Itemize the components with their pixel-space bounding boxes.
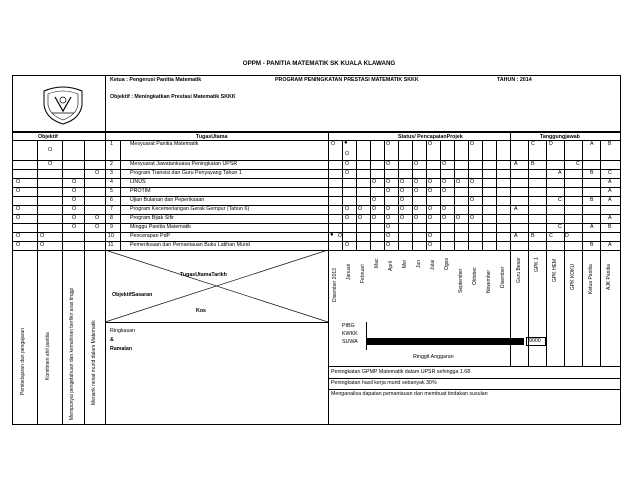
kos-label: Kos [196,308,207,314]
col-objektif: Objektif [38,134,58,140]
ketua-label: Ketua : Pengerusi Panitia Matematik [110,77,202,83]
task-name: Mesyuarat Panitia Matematik [130,141,199,147]
responsible-mark: D [549,141,553,147]
status-mark: O [400,206,405,212]
task-name: Minggu Panitia Matematik [130,224,191,230]
status-mark: O [456,215,461,221]
year-label: TAHUN : 2014 [497,77,532,83]
status-mark: O [428,141,433,147]
status-mark: O [386,233,391,239]
responsible-mark: B [608,224,612,230]
status-mark: O [470,141,475,147]
responsible-mark: B [590,170,594,176]
month-label: September [458,268,464,293]
task-num: 2 [110,161,113,167]
status-mark: O [358,206,363,212]
program-title: PROGRAM PENINGKATAN PRESTASI MATEMATIK SKKK [275,77,419,83]
status-mark: O [345,161,350,167]
status-mark: O [414,206,419,212]
status-mark: O [428,233,433,239]
task-num: 5 [110,188,113,194]
objective-mark: O [16,206,21,212]
responsible-label: AJK Panitia [606,264,612,290]
objective-mark: O [72,206,77,212]
task-name: LINUS [130,179,146,185]
responsible-mark: A [558,170,562,176]
objective-mark: O [72,188,77,194]
status-mark: O [358,215,363,221]
month-label: April [388,260,394,271]
responsible-mark: C [558,224,562,230]
status-mark: O [470,215,475,221]
responsible-label: Guru Besar [516,257,522,283]
tugas-tarikh-label: TugasUtamaTarikh [180,272,227,278]
task-num: 1 [110,141,113,147]
objective-mark: O [48,147,53,153]
responsible-label: GPK 1 [534,257,540,272]
month-label: Februari [360,264,366,283]
responsible-label: GPK KOKU [570,263,576,290]
diagram-diagonals [105,250,328,322]
status-mark: O [442,179,447,185]
task-num: 4 [110,179,113,185]
task-name: Mesyuarat Jawatankuasa Peningkatan UPSR [130,161,238,167]
objective-mark: O [95,224,100,230]
objective-vertical-label: Menarik minat murid dalam Matematik [91,320,97,405]
status-mark: O [386,188,391,194]
objective-mark: O [16,179,21,185]
status-mark: O [331,141,336,147]
status-mark: O [372,206,377,212]
responsible-mark: A [608,188,612,194]
status-mark: O [400,179,405,185]
status-mark: O [372,215,377,221]
month-label: Januari [346,263,352,280]
responsible-mark: B [590,242,594,248]
task-num: 9 [110,224,113,230]
status-mark: O [428,242,433,248]
objective-mark: O [40,233,45,239]
school-crest-logo [40,85,86,125]
objective-mark: O [40,242,45,248]
objective-mark: O [48,161,53,167]
month-label: Julai [430,259,436,270]
objective-vertical-label: Pembelajaran dan pengajaran [20,328,26,395]
status-mark: O [372,179,377,185]
month-label: Ogos [444,258,450,270]
budget-label-suwa: SUWA [342,339,358,345]
task-name: Program Transisi dan Guru Penyayang Tahun 1 [130,170,242,176]
status-mark: O [400,188,405,194]
status-mark: O [456,179,461,185]
budget-value: 9000 [529,338,541,344]
objective-mark: O [16,215,21,221]
responsible-mark: C [549,233,553,239]
objective-mark: O [72,215,77,221]
task-num: 7 [110,206,113,212]
responsible-mark: B [531,233,535,239]
status-mark: O [345,242,350,248]
month-label: Mac [374,258,380,268]
status-mark: O [400,197,405,203]
budget-label-pibg: PIBG [342,323,355,329]
task-name: Program Bijak Sifir [130,215,174,221]
month-label: Disember [500,266,506,288]
status-mark: O [428,206,433,212]
status-mark: O [414,188,419,194]
status-mark: O [345,206,350,212]
responsible-mark: A [608,197,612,203]
status-mark: O [386,242,391,248]
task-num: 6 [110,197,113,203]
status-mark: O [442,215,447,221]
task-num: 8 [110,215,113,221]
status-mark: O [442,161,447,167]
col-tanggungjawab: Tanggungjawab [540,134,580,140]
responsible-mark: A [514,206,518,212]
task-name: Pemeriksaan dan Pemantauan Buku Latihan Murid [130,242,250,248]
budget-caption: Ringgit Anggaran [413,354,454,360]
objective-mark: O [95,170,100,176]
month-label: Mei [402,259,408,268]
responsible-mark: A [608,179,612,185]
objective-label: Objektif : Meningkatkan Prestasi Matematik SKKK [110,94,236,100]
responsible-mark: B [590,197,594,203]
responsible-mark: C [531,141,535,147]
status-mark: O [414,215,419,221]
task-name: Program Kecemerlangan Gerak Gempur (Tahun 6) [130,206,250,212]
responsible-label: Ketua Panitia [588,264,594,294]
responsible-mark: A [608,242,612,248]
budget-label-kwkk: KWKK [342,331,358,337]
status-mark: O [345,151,350,157]
col-tugas-utama: TugasUtama [196,134,228,140]
status-mark: O [428,188,433,194]
responsible-label: GPK HEM [552,258,558,282]
responsible-mark: A [514,233,518,239]
ramalan-label: Ramalan [110,346,133,352]
status-mark: O [428,215,433,221]
status-mark: O [414,179,419,185]
objective-mark: O [95,215,100,221]
objective-mark: O [16,242,21,248]
task-name: Ujian Bulanan dan Peperiksaan [130,197,205,203]
status-mark: O [400,215,405,221]
status-mark: O [442,206,447,212]
responsible-mark: C [576,161,580,167]
objective-mark: O [72,224,77,230]
status-mark: O [470,197,475,203]
responsible-mark: C [608,170,612,176]
page-title: OPPM - PANITIA MATEMATIK SK KUALA KLAWANG [242,60,396,67]
status-mark: O [414,161,419,167]
objective-mark: O [16,188,21,194]
month-label: Jun [416,259,422,268]
col-status: Status/ PencapaianProjek [398,134,463,140]
status-dot: ● [330,232,334,238]
objective-vertical-label: Mempunyai pengetahuan dan kemahiran berfikir aras tinggi [69,288,75,420]
status-mark: O [386,215,391,221]
task-num: 3 [110,170,113,176]
responsible-mark: B [608,141,612,147]
status-mark: O [386,206,391,212]
responsible-mark: A [590,141,594,147]
budget-bar [366,338,524,345]
objective-mark: O [72,179,77,185]
responsible-mark: C [558,197,562,203]
status-mark: O [428,179,433,185]
responsible-mark: A [608,215,612,221]
status-mark: O [386,179,391,185]
status-mark: O [470,179,475,185]
responsible-mark: D [565,233,569,239]
status-mark: O [386,224,391,230]
task-name: PROTIM [130,188,151,194]
status-mark: O [338,233,343,239]
responsible-mark: A [590,224,594,230]
status-dot: ● [344,140,348,146]
status-mark: O [372,197,377,203]
ringkasan-label: Ringkasan [110,328,136,334]
objective-mark: O [72,197,77,203]
status-mark: O [386,161,391,167]
task-num: 11 [108,242,114,248]
objective-mark: O [16,233,21,239]
status-mark: O [345,170,350,176]
task-num: 10 [108,233,114,239]
month-label: November [486,269,492,293]
objektif-sasaran-label: ObjektifSasaran [112,292,153,298]
status-mark: O [345,215,350,221]
target-item: Menganalisa dapatan pemantauan dan membuat tindakan susulan [331,391,488,397]
status-mark: O [442,188,447,194]
responsible-mark: B [531,161,535,167]
ampersand-label: & [110,337,114,343]
task-name: Pencerapan PdP [130,233,171,239]
target-item: Peningkatan hasil kerja murid sebanyak 30% [331,380,437,386]
status-mark: O [386,141,391,147]
responsible-mark: A [514,161,518,167]
month-label: Oktober [472,267,478,285]
month-label: Disember 2013 [332,268,338,302]
target-item: Peningkatan GPMP Matematik dalam UPSR sehingga 1.68 [331,369,471,375]
objective-vertical-label: Komitmen ahli panitia [45,332,51,380]
